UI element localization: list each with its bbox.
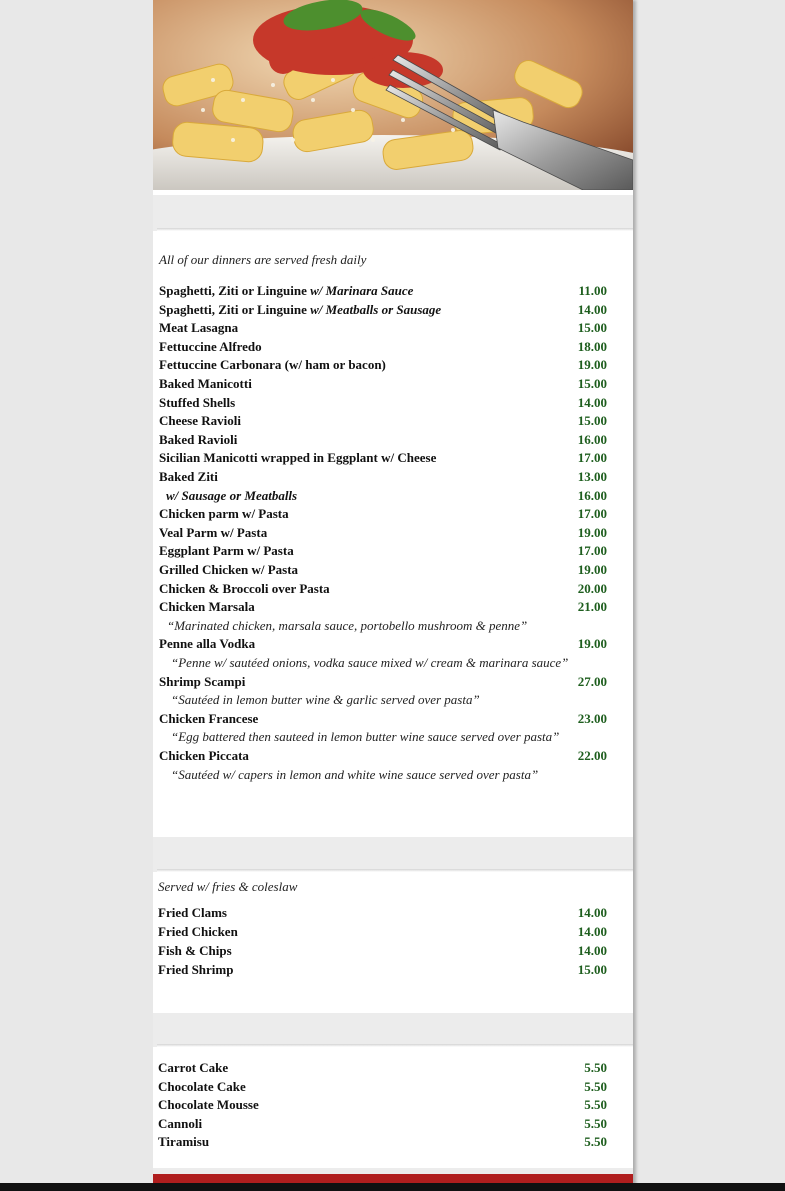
menu-item-name: Tiramisu (158, 1134, 210, 1149)
menu-item-price: 15.00 (577, 413, 607, 429)
menu-item-name: Penne alla Vodka (159, 636, 256, 652)
menu-item-price: 16.00 (577, 431, 607, 447)
menu-item-name: Sicilian Manicotti wrapped in Eggplant w/ Cheese (159, 450, 437, 466)
menu-item-row (159, 747, 607, 765)
menu-item-row (159, 524, 607, 542)
menu-item-row (159, 635, 607, 653)
menu-item-row (159, 394, 607, 412)
menu-item-name: Shrimp Scampi (159, 673, 246, 689)
menu-item-name: Baked Manicotti (159, 376, 252, 391)
menu-item-row (159, 431, 607, 449)
menu-item-row (158, 1059, 607, 1077)
menu-item-price: 5.50 (584, 1134, 607, 1149)
menu-item-price: 17.00 (577, 506, 607, 522)
menu-item-row (159, 449, 607, 467)
menu-item-name: Stuffed Shells (159, 394, 236, 410)
fried-intro: Served w/ fries & coleslaw (158, 879, 298, 894)
menu-item-name: Fish & Chips (158, 942, 232, 958)
menu-item-name: Chicken parm w/ Pasta (159, 506, 289, 522)
menu-item-row (159, 338, 607, 356)
menu-item-price: 5.50 (584, 1060, 607, 1075)
menu-item-row (159, 487, 607, 505)
menu-item-name: Fried Shrimp (158, 961, 234, 977)
menu-item-price: 21.00 (577, 599, 607, 615)
menu-item-price: 15.00 (577, 961, 607, 977)
dinners-intro: All of our dinners are served fresh daily (159, 252, 367, 267)
menu-page (153, 0, 633, 1191)
menu-item-row (158, 923, 607, 941)
menu-item-name: Baked Ziti (159, 469, 218, 484)
menu-item-row (159, 412, 607, 430)
menu-item-name: Cannoli (158, 1115, 203, 1131)
menu-item-name: Eggplant Parm w/ Pasta (159, 543, 294, 559)
menu-item-price: 17.00 (577, 543, 607, 559)
menu-item-price: 16.00 (577, 487, 607, 503)
menu-item-name: Chicken Piccata (159, 748, 249, 763)
menu-item-name: Grilled Chicken w/ Pasta (159, 562, 299, 577)
menu-item-row (158, 1133, 607, 1151)
footer-bar (153, 1174, 633, 1183)
menu-item-price: 27.00 (577, 673, 607, 689)
divider-line (157, 869, 633, 872)
menu-item-price: 23.00 (577, 710, 607, 726)
menu-item-variant: w/ Sausage or Meatballs (166, 487, 298, 503)
menu-item-price: 14.00 (577, 923, 607, 939)
divider-line (157, 1044, 633, 1047)
menu-item-row (159, 561, 607, 579)
menu-item-price: 14.00 (577, 942, 607, 958)
menu-item-price: 19.00 (577, 562, 607, 577)
menu-item-variant: w/ Marinara Sauce (310, 283, 414, 298)
section-header-band (153, 1013, 633, 1047)
section-header-band (153, 195, 633, 231)
menu-item-name: Chicken Francese (159, 710, 259, 726)
menu-item-price: 19.00 (577, 636, 607, 652)
menu-item-price: 15.00 (577, 320, 607, 336)
menu-item-row (158, 1115, 607, 1133)
menu-item-name: Chocolate Mousse (158, 1097, 259, 1112)
menu-item-price: 14.00 (577, 905, 607, 920)
menu-item-price: 18.00 (577, 338, 607, 354)
menu-item-row (158, 1096, 607, 1114)
menu-item-name: Chicken & Broccoli over Pasta (159, 580, 330, 596)
menu-item-price: 15.00 (577, 376, 607, 391)
menu-item-row (159, 542, 607, 560)
menu-item-row (159, 673, 607, 691)
menu-item-price: 22.00 (577, 748, 607, 763)
menu-item-name: Fried Chicken (158, 923, 238, 939)
menu-item-price: 5.50 (584, 1115, 607, 1131)
menu-item-row (159, 356, 607, 374)
menu-item-name: Spaghetti, Ziti or Linguine w/ Meatballs or Sausage (159, 301, 442, 317)
menu-item-row (159, 580, 607, 598)
menu-item-name: Chicken Marsala (159, 599, 255, 615)
menu-item-row (159, 710, 607, 728)
menu-item-price: 14.00 (577, 301, 607, 317)
menu-item-row (159, 505, 607, 523)
menu-item-name: Chocolate Cake (158, 1078, 246, 1094)
menu-item-row (158, 961, 607, 979)
section-header-band (153, 837, 633, 872)
menu-item-price: 19.00 (577, 524, 607, 540)
item-description: “Egg battered then sauteed in lemon butter wine sauce served over pasta” (171, 729, 560, 745)
menu-item-name: Fried Clams (158, 905, 227, 920)
menu-item-row (159, 375, 607, 393)
menu-item-row (158, 904, 607, 922)
menu-item-variant: w/ Meatballs or Sausage (310, 301, 442, 317)
menu-item-row (159, 468, 607, 486)
menu-item-name: Cheese Ravioli (159, 413, 241, 429)
item-description: “Sautéed w/ capers in lemon and white wine sauce served over pasta” (171, 766, 539, 782)
menu-item-price: 20.00 (577, 580, 607, 596)
menu-item-name: Baked Ravioli (159, 431, 238, 447)
hero-image (153, 0, 633, 190)
item-description: “Sautéed in lemon butter wine & garlic served over pasta” (171, 692, 480, 708)
menu-item-row (158, 1078, 607, 1096)
menu-item-row (159, 598, 607, 616)
menu-item-price: 19.00 (577, 357, 607, 373)
menu-item-row (159, 282, 607, 300)
menu-item-name: Fettuccine Alfredo (159, 338, 262, 354)
menu-item-row (158, 942, 607, 960)
menu-item-price: 5.50 (584, 1097, 607, 1112)
menu-item-row (159, 319, 607, 337)
menu-item-price: 13.00 (577, 469, 607, 484)
divider-line (157, 228, 633, 231)
menu-item-price: 17.00 (577, 450, 607, 466)
menu-item-name: Fettuccine Carbonara (w/ ham or bacon) (159, 357, 386, 373)
item-description: “Penne w/ sautéed onions, vodka sauce mixed w/ cream & marinara sauce” (171, 655, 569, 670)
menu-item-name: Carrot Cake (158, 1060, 229, 1075)
menu-item-price: 14.00 (577, 394, 607, 410)
item-description: “Marinated chicken, marsala sauce, portobello mushroom & penne” (167, 617, 528, 633)
menu-item-name (166, 487, 297, 505)
menu-item-name: Meat Lasagna (159, 320, 239, 336)
menu-item-name: Spaghetti, Ziti or Linguine w/ Marinara Sauce (159, 283, 414, 298)
menu-item-price: 5.50 (584, 1078, 607, 1094)
menu-item-row (159, 301, 607, 319)
menu-item-price: 11.00 (578, 283, 607, 298)
page-bottom-bar (0, 1183, 785, 1191)
menu-item-name: Veal Parm w/ Pasta (159, 524, 268, 540)
